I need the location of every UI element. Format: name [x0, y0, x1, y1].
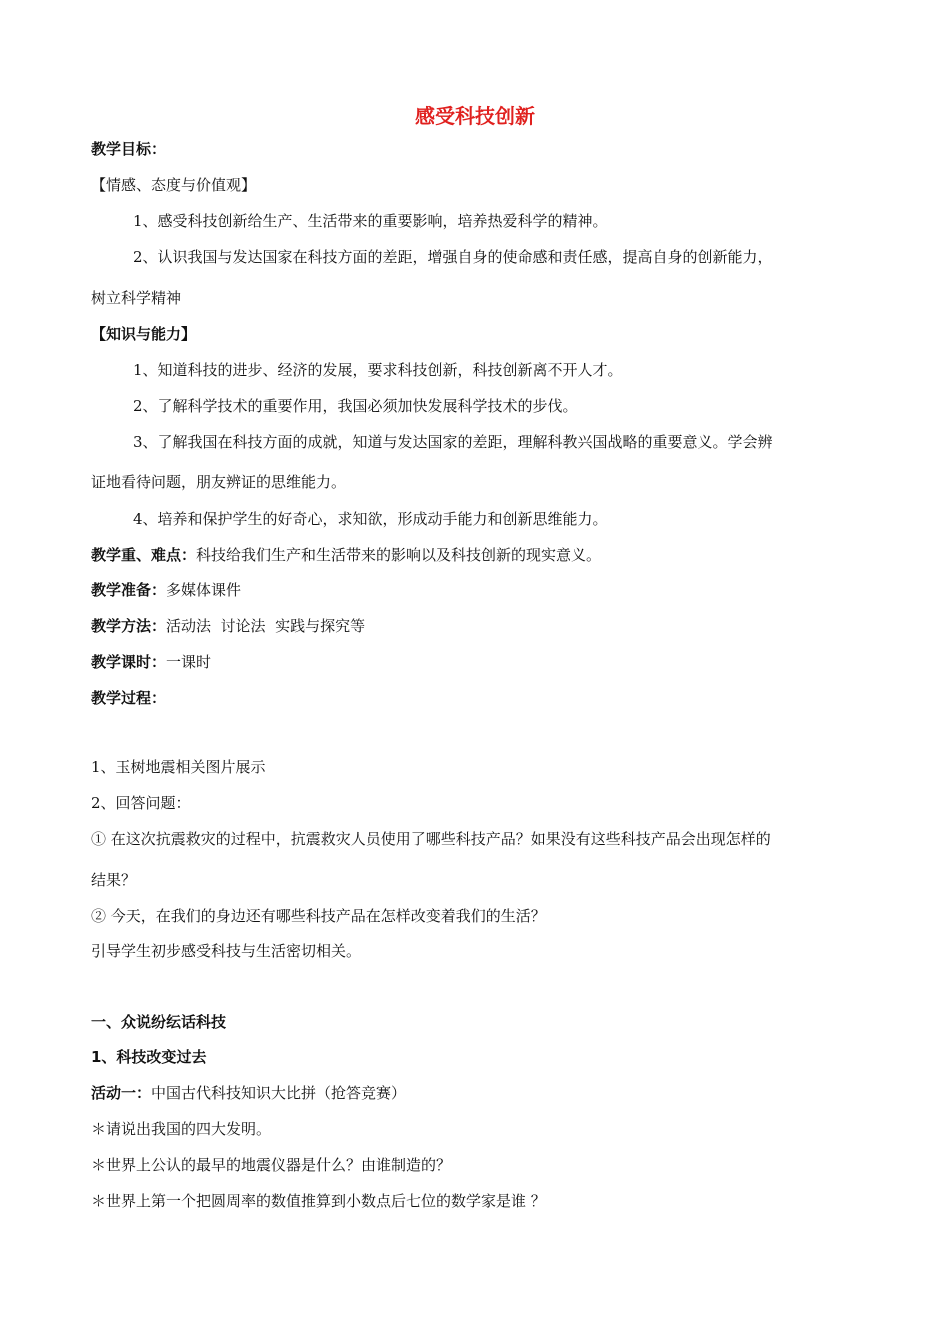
- class-hours: [91, 652, 211, 672]
- preparation-text: 多媒体课件: [166, 581, 242, 599]
- knowledge-item-3: 3、了解我国在科技方面的成就，知道与发达国家的差距，理解科教兴国战略的重要意义。学会辨: [133, 433, 773, 451]
- knowledge-item-4: 4、培养和保护学生的好奇心，求知欲，形成动手能力和创新思维能力。: [133, 510, 608, 528]
- methods-label: 教学方法：: [91, 617, 167, 635]
- question-1: ① 在这次抗震救灾的过程中，抗震救灾人员使用了哪些科技产品？如果没有这些科技产品会出现怎样的: [91, 830, 771, 848]
- bullet-item-3: ＊世界上第一个把圆周率的数值推算到小数点后七位的数学家是谁 ？: [91, 1192, 546, 1210]
- activity-1: [91, 1083, 406, 1103]
- emotion-item-1: 1、感受科技创新给生产、生活带来的重要影响，培养热爱科学的精神。: [133, 212, 608, 230]
- knowledge-item-2: 2、了解科学技术的重要作用，我国必须加快发展科学技术的步伐。: [133, 397, 578, 415]
- knowledge-item-1: 1、知道科技的进步、经济的发展，要求科技创新，科技创新离不开人才。: [133, 361, 623, 379]
- emotion-item-2: 2、认识我国与发达国家在科技方面的差距，增强自身的使命感和责任感，提高自身的创新能力，: [133, 248, 773, 266]
- bullet-item-1: ＊请说出我国的四大发明。: [91, 1120, 272, 1138]
- question-1-cont: 结果？: [91, 871, 137, 889]
- preparation-label: 教学准备：: [91, 581, 167, 599]
- bullet-item-2: ＊世界上公认的最早的地震仪器是什么？由谁制造的？: [91, 1156, 452, 1174]
- intro-item-1: 1、玉树地震相关图片展示: [91, 758, 266, 776]
- activity-1-label: 活动一：: [91, 1084, 152, 1102]
- hours-text: 一课时: [166, 653, 212, 671]
- emotion-item-2-cont: 树立科学精神: [91, 289, 182, 307]
- key-points-label: 教学重、难点：: [91, 546, 197, 564]
- methods: [91, 616, 365, 636]
- guide-text: 引导学生初步感受科技与生活密切相关。: [91, 942, 362, 960]
- methods-text: 活动法 讨论法 实践与探究等: [166, 617, 366, 635]
- knowledge-item-3-cont: 证地看待问题，朋友辨证的思维能力。: [91, 473, 347, 491]
- activity-1-text: 中国古代科技知识大比拼（抢答竞赛）: [151, 1084, 407, 1102]
- process-heading: 教学过程：: [91, 689, 167, 707]
- intro-item-2: 2、回答问题：: [91, 794, 191, 812]
- subsection-heading-1: 1、科技改变过去: [91, 1048, 207, 1066]
- preparation: [91, 580, 241, 600]
- key-points: [91, 545, 601, 565]
- emotion-heading: 【情感、态度与价值观】: [91, 176, 257, 194]
- knowledge-heading: 【知识与能力】: [91, 325, 197, 343]
- key-points-text: 科技给我们生产和生活带来的影响以及科技创新的现实意义。: [196, 546, 602, 564]
- hours-label: 教学课时：: [91, 653, 167, 671]
- section-heading-1: 一、众说纷纭话科技: [91, 1013, 227, 1031]
- goals-heading: 教学目标：: [91, 140, 167, 158]
- question-2: ② 今天，在我们的身边还有哪些科技产品在怎样改变着我们的生活？: [91, 907, 546, 925]
- page-title: 感受科技创新: [415, 104, 535, 128]
